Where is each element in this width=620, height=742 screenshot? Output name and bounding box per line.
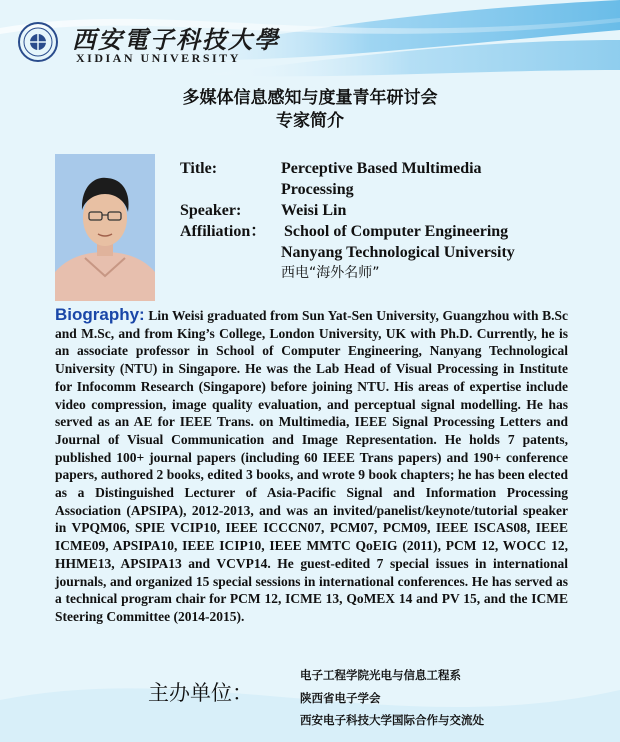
biography-label: Biography:	[55, 305, 145, 324]
speaker-label: Speaker:	[180, 202, 242, 219]
university-name-cn: 西安電子科技大學	[72, 25, 280, 54]
title-row-2	[180, 179, 600, 200]
organizers-list	[300, 664, 484, 732]
biography-text: Lin Weisi graduated from Sun Yat-Sen University, Guangzhou with B.Sc and M.Sc, and from King’s College, London University, UK with Ph.D. Currently, he is an associate professor in School of Computer Engineering, Nanyang Technological University (NTU) in Singapore. He was the Lab Head of Visual Processing in Institute for Infocomm Research (Singapore) before joining NTU. His areas of expertise include video compression, image quality evaluation, and perceptual signal modelling. He has served as an AE for IEEE Trans. on Multimedia, IEEE Signal Processing Letters and Journal of Visual Communication and Image Representation. He holds 7 patents, published 100+ journal papers (including 60 IEEE Trans papers) and 190+ conference papers, authored 2 books, edited 3 books, and wrote 9 book chapters; he has been elected as a Distinguished Lecturer of Asia-Pacific Signal and Information Processing Association (APSIPA), 2012-2013, and was an invited/panelist/keynote/tutorial speaker in VPQM06, SPIE VCIP10, IEEE ICCCN07, PCM07, PCM09, IEEE ISCAS08, IEEE ICME09, APSIPA10, IEEE ICIP10, IEEE MMTC QoEIG (2011), PCM 12, WOCC 12, HHME13, APSIPA13 and VCVP14. He guest-edited 7 special issues in international journals, and organized 15 special sessions in international conferences. He has served as a technical program chair for PCM 12, ICME 13, QoMEX 14 and PV 15, and the ICME Steering Committee (2014-2015).	[55, 308, 569, 624]
speaker-row	[180, 200, 600, 221]
talk-title-line1: Perceptive Based Multimedia	[281, 160, 482, 177]
title-label: Title:	[180, 160, 218, 177]
biography	[55, 306, 568, 626]
affiliation-row	[180, 221, 600, 242]
affiliation-row-2	[180, 242, 600, 263]
organizer-item: 西安电子科技大学国际合作与交流处	[300, 713, 484, 727]
organizer-item: 陕西省电子学会	[300, 690, 381, 705]
talk-title-line2: Processing	[281, 181, 354, 198]
university-emblem-icon	[18, 22, 58, 62]
speaker-photo	[55, 154, 155, 301]
page-subtitle: 专家简介	[276, 111, 344, 131]
affiliation-label: Affiliation：	[180, 223, 267, 240]
university-header	[14, 18, 314, 70]
speaker-name: Weisi Lin	[281, 202, 347, 219]
page-title: 多媒体信息感知与度量青年研讨会	[182, 88, 438, 108]
organizers-label: 主办单位：	[148, 681, 253, 705]
affiliation-line2: Nanyang Technological University	[281, 244, 515, 261]
university-name-en: XIDIAN UNIVERSITY	[76, 51, 241, 65]
speaker-honor: 西电“海外名师”	[281, 265, 380, 281]
speaker-info	[180, 158, 600, 284]
title-row	[180, 158, 600, 179]
organizer-item: 电子工程学院光电与信息工程系	[300, 668, 461, 682]
affiliation-line1: School of Computer Engineering	[284, 223, 509, 240]
honor-row	[180, 263, 600, 284]
